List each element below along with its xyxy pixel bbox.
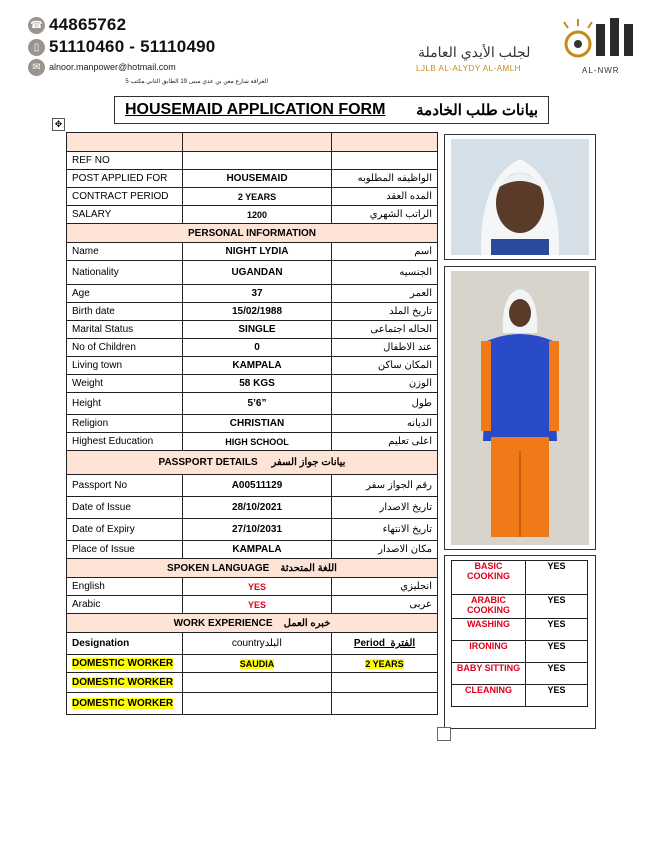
phone-number-1: 44865762 [49,15,127,34]
skill-row [452,561,588,595]
skills-table [451,560,588,707]
field-label-arabic: الديانه [332,415,438,433]
field-label-arabic: اسم [332,243,438,261]
email-address: alnoor.manpower@hotmail.com [49,62,176,72]
skill-value: YES [526,641,588,663]
table-row [67,673,438,693]
field-label-arabic: المده العقد [332,188,438,206]
field-value: 2 YEARS [183,188,332,206]
skill-row [452,641,588,663]
skill-row [452,663,588,685]
table-row [67,303,438,321]
field-label: Passport No [67,475,183,497]
work-period: 2 YEARS [365,658,404,669]
work-period-cell [332,655,438,673]
field-label: SALARY [67,206,183,224]
field-value: 28/10/2021 [183,497,332,519]
section-header-personal [67,224,438,243]
field-value: YES [183,578,332,596]
field-label-arabic: الجنسيه [332,261,438,285]
field-value: YES [183,596,332,614]
field-label: Weight [67,375,183,393]
work-country [183,673,332,693]
field-label-arabic: مكان الاصدار [332,541,438,559]
table-row [67,170,438,188]
field-label: Marital Status [67,321,183,339]
column-country [183,633,332,655]
skill-row [452,685,588,707]
field-label-arabic: الوزن [332,375,438,393]
work-country-cell [183,655,332,673]
table-row [67,321,438,339]
table-row [67,497,438,519]
table-row [67,415,438,433]
section-title-english: SPOKEN LANGUAGE [167,562,270,574]
skill-value: YES [526,595,588,619]
portrait-photo-frame [444,134,596,260]
field-label: No of Children [67,339,183,357]
field-label-arabic: تاريخ الملد [332,303,438,321]
work-period [332,673,438,693]
work-period [332,693,438,715]
section-header-language [67,559,438,578]
table-row [67,475,438,497]
email-icon: ✉ [28,59,45,76]
table-row [67,433,438,451]
field-label-arabic: تاريخ الاصدار [332,497,438,519]
field-label: Highest Education [67,433,183,451]
logo-mark-icon [560,14,644,66]
section-title-arabic: خبره العمل [283,617,331,629]
field-label-arabic [332,152,438,170]
field-value: UGANDAN [183,261,332,285]
table-row [67,519,438,541]
work-designation-cell [67,693,183,715]
field-label: Arabic [67,596,183,614]
field-value: HIGH SCHOOL [183,433,332,451]
section-title-english: WORK EXPERIENCE [173,617,273,629]
field-value: 0 [183,339,332,357]
work-country [183,693,332,715]
field-label-arabic: انجليزي [332,578,438,596]
section-header-passport [67,451,438,475]
table-row [67,152,438,170]
field-label: REF NO [67,152,183,170]
field-label: Date of Issue [67,497,183,519]
logo-english-text: LJLB AL-ALYDY AL-AMLH [416,64,521,73]
skill-name: BABY SITTING [452,663,526,685]
column-period-english: Period [353,638,385,649]
table-move-handle-icon[interactable]: ✥ [52,118,65,131]
work-designation-cell [67,673,183,693]
application-form-table [66,132,438,715]
field-label-arabic: الحاله اجتماعى [332,321,438,339]
section-header-work [67,614,438,633]
work-designation: DOMESTIC WORKER [72,658,174,669]
work-designation-cell [67,655,183,673]
field-label-arabic: طول [332,393,438,415]
field-label: Place of Issue [67,541,183,559]
column-period-arabic: الفترة [390,638,416,649]
field-value: HOUSEMAID [183,170,332,188]
field-value: 1200 [183,206,332,224]
form-title-english: HOUSEMAID APPLICATION FORM [125,101,386,118]
phone-icon: ☎ [28,17,45,34]
mobile-icon: ▯ [28,39,45,56]
field-label: Living town [67,357,183,375]
work-designation: DOMESTIC WORKER [72,677,174,688]
work-columns-row [67,633,438,655]
work-designation: DOMESTIC WORKER [72,698,174,709]
field-label-arabic: رقم الجواز سفر [332,475,438,497]
work-country: SAUDIA [239,658,275,669]
contact-block [28,14,268,85]
full-body-image-icon [451,271,589,545]
field-label: Height [67,393,183,415]
section-title-cell [67,614,438,633]
skill-name: ARABIC COOKING [452,595,526,619]
field-label: Birth date [67,303,183,321]
office-address: الغرافة شارع معن بن عدي مبنى 19 الطابق الثاني مكتب 5 [125,79,268,85]
full-body-photo-frame [444,266,596,550]
table-row [67,375,438,393]
field-value: CHRISTIAN [183,415,332,433]
skills-panel [444,555,596,729]
field-value: KAMPALA [183,357,332,375]
form-title-arabic: بيانات طلب الخادمة [416,102,538,119]
field-value: 5’6” [183,393,332,415]
form-title-box [114,96,549,124]
column-country-arabic: البلد [264,638,283,649]
full-body-photo [451,271,589,545]
field-label-arabic: اعلى تعليم [332,433,438,451]
field-label: Date of Expiry [67,519,183,541]
table-row [67,243,438,261]
field-value: 15/02/1988 [183,303,332,321]
table-row [67,596,438,614]
table-row [67,339,438,357]
field-label-arabic: العمر [332,285,438,303]
table-resize-handle[interactable] [437,727,451,741]
section-title-english: PASSPORT DETAILS [158,457,258,468]
logo-arabic-text: لجلب الأيدي العاملة [418,44,531,60]
field-label: English [67,578,183,596]
section-title-arabic: بيانات جواز السفر [271,457,346,468]
table-row [67,541,438,559]
field-label-arabic: عربى [332,596,438,614]
skill-name: IRONING [452,641,526,663]
table-row [67,261,438,285]
table-header-row [67,133,438,152]
field-label: Age [67,285,183,303]
field-value: 27/10/2031 [183,519,332,541]
field-label: CONTRACT PERIOD [67,188,183,206]
column-period [332,633,438,655]
field-value: 37 [183,285,332,303]
field-value: SINGLE [183,321,332,339]
skill-value: YES [526,685,588,707]
section-title-arabic: اللغة المتحدثة [280,562,337,574]
table-row [67,578,438,596]
skill-row [452,619,588,641]
portrait-image-icon [451,139,589,255]
field-value: A00511129 [183,475,332,497]
field-label: POST APPLIED FOR [67,170,183,188]
field-label: Religion [67,415,183,433]
section-title-cell [67,451,438,475]
phone-number-2: 51110460 - 51110490 [49,37,216,56]
table-row [67,285,438,303]
skill-row [452,595,588,619]
column-country-english: country [231,638,265,649]
field-label: Nationality [67,261,183,285]
field-label-arabic: الواظيفه المطلوبه [332,170,438,188]
table-row [67,655,438,673]
field-value: NIGHT LYDIA [183,243,332,261]
field-label-arabic: الراتب الشهري [332,206,438,224]
field-label-arabic: تاريخ الانتهاء [332,519,438,541]
skill-name: WASHING [452,619,526,641]
field-value [183,152,332,170]
skill-value: YES [526,663,588,685]
field-value: KAMPALA [183,541,332,559]
field-value: 58 KGS [183,375,332,393]
skill-value: YES [526,561,588,595]
portrait-photo [451,139,589,255]
field-label-arabic: المكان ساكن [332,357,438,375]
field-label-arabic: عند الاطفال [332,339,438,357]
logo-brand-text: AL-NWR [582,66,620,75]
section-title-cell [67,559,438,578]
column-designation: Designation [67,633,183,655]
table-row [67,357,438,375]
section-title: PERSONAL INFORMATION [67,224,438,243]
skill-value: YES [526,619,588,641]
table-row [67,393,438,415]
table-row [67,188,438,206]
table-row [67,693,438,715]
field-label: Name [67,243,183,261]
skill-name: CLEANING [452,685,526,707]
skill-name: BASIC COOKING [452,561,526,595]
company-logo [412,14,644,78]
table-row [67,206,438,224]
